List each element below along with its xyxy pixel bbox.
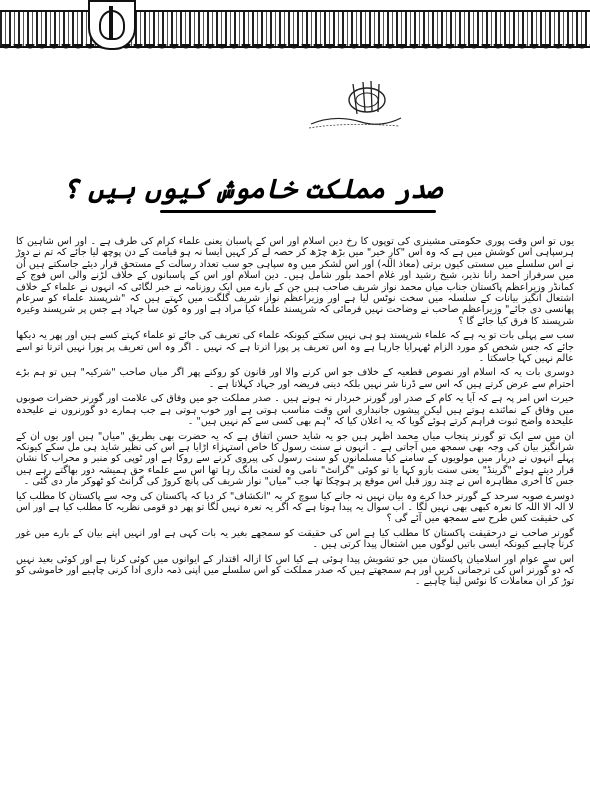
article-body [16,236,574,788]
article-paragraph: ان میں سے ایک تو گورنر پنجاب میاں محمد اظہر ہیں جو یہ شاید حسن اتفاق ہے کہ یہ حضرت بھی بطریق "میاں" ہیں اور یوں ان کے شرانگیز بیان کی وجہ بھی سمجھ میں آجاتی ہے ۔ انہوں نے سنت رسول کا خاص استہزاء اڑایا ہے اس کی نظیر شاید ہی مل سکے کیونکہ پہلے انہوں نے دربار میں مولویوں کے سامنے کیا مسلمانوں کو سنت رسول کی پیروی کرنے سے روکا ہے اور ٹوپی کو منبر و محراب کا نشان قرار دیتے ہوئے "گرینڈ" یعنی سنت بازو کہا یا تو کوئی "گرانٹ" نامی وہ لعنت مانگ رہا تھا اس سے علماء حق ہمیشہ دور بھاگتے رہے ہیں جس کا آخری مظاہرہ اس نے چند روز قبل اس موقع پر ہوچکا تھا جب "میاں" نواز شریف کی پانچ کروڑ کی گرانٹ کو ٹھوکر مار دی گئی ۔ [16,430,574,488]
article-title: صدر مملکت خاموش کیوں ہیں ؟ [62,174,442,205]
article-paragraph: سب سے پہلی بات تو یہ ہے کہ علماء شرپسند ہو ہی نہیں سکتے کیونکہ علماء کی تعریف کی جائے تو علماء کہتے کسے ہیں اور پھر یہ دیکھا جائے کہ جس شخص کو مورد الزام ٹھہرایا جارہا ہے وہ اس تعریف پر پورا اترتا ہے کہ نہیں ۔ اگر وہ اس تعریف پر پورا نہیں اترتا تو اسے عالم نہیں کہا جاسکتا ۔ [16,330,574,365]
article-headline-block [62,172,450,218]
crest-emblem-icon [88,0,136,50]
scalloped-edge [0,44,590,52]
article-paragraph: دوسری بات یہ کہ اسلام اور نصوص قطعیہ کے خلاف جو اس کرنے والا اور قانون کو روکنے پھر اگر میاں صاحب "شرکیہ" ہیں تو ہم بڑے احترام سے عرض کرتے ہیں کہ اس سے ڈرنا شر نہیں بلکہ دینی فریضہ اور جہاد کہلاتا ہے ۔ [16,367,574,390]
article-paragraph: حیرت اس امر پہ ہے کہ آیا یہ کام کے صدر اور گورنر خبردار نہ ہونے ہیں ۔ صدر مملکت جو میں وفاق کی علامت اور گورنر حضرات صوبوں میں وفاق کے نمائندے ہوتے ہیں لیکن پیشوں جانبداری اس وقت مناسب ہوتی ہے اور خوب ہوتی ہے جب ہمارے دو گورنروں نے علیحدہ علیحدہ واضح ثبوت فراہم کرتے ہوئے گویا کہ یہ اعلان کیا کہ "ہم بھی کسی سے کم نہیں ہیں" ۔ [16,393,574,428]
headline-underline [160,210,436,213]
calligraphic-tughra-icon [305,78,405,134]
article-paragraph: دوسرے صوبہ سرحد کے گورنر خدا کرے وہ بیان نہیں نہ جانے کیا سوچ کر یہ "انکشاف" کر دیا کہ پاکستان کی وجہ سے پاکستان کا مطلب کیا لا الہ الا اللہ کا نعرہ کبھی بھی نہیں لگا ۔ اب سوال یہ پیدا ہوتا ہے کہ اگر یہ نعرہ نہیں لگا تو پھر دو قومی نظریہ کا مطلب کیا ہے اور اس کی حقیقت کس طرح سے سمجھ میں آئے گی ؟ [16,490,574,525]
masthead-banner [0,0,590,52]
article-paragraph: اس سے عوام اور اسلامیان پاکستان میں جو تشویش پیدا ہوئی ہے کیا اس کا ازالہ اقتدار کے ایوانوں میں کوئی کرنا ہے اور کوئی بعید نہیں کہ دو گورنر اس کی ترجمانی کریں اور ہم سمجھتے ہیں کہ صدر مملکت کو اس سلسلے میں اپنی ذمہ داری ادا کرنی چاہیے اور خاموشی کو توڑ کر ان معاملات کا نوٹس لینا چاہیے ۔ [16,553,574,588]
article-paragraph: گورنر صاحب نے درحقیقت پاکستان کا مطلب کیا ہے اس کی حقیقت کو سمجھے بغیر یہ بات کہی ہے اور انہیں اپنے بیان کے بارے میں غور کرنا چاہیے کیونکہ ایسی باتیں لوگوں میں اشتعال پیدا کرتی ہیں ۔ [16,527,574,551]
article-paragraph: یوں تو اس وقت پوری حکومتی مشینری کی توپوں کا رخ دین اسلام اور اس کے پاسبان یعنی علماء کرام کی طرف ہے ۔ اور اس شاہین کا ہرسپاہی اس کوشش میں ہے کہ وہ اس "کارِ خیر" میں بڑھ چڑھ کر حصہ لے کر کہیں ایسا نہ ہو قیامت کے دن پوچھ لیا جائے کہ تم نے دوڑ نے اس سلسلے میں سستی کیوں برتی (معاذ اللہ) اور اس لشکر میں وہ سپاہی جو سب تعداد رسالت کے مستحق قرار دیئے جاسکتے ہیں اُن میں سرفراز احمد رانا نذیر، شیخ رشید اور غلام احمد بلور شامل ہیں۔ دین اسلام اور اس کے پاسبانوں کے خلاف لڑنے والی اس فوج کے کمانڈر وزیراعظم پاکستان جناب میاں محمد نواز شریف صاحب ہیں جن کے بارے میں ایک روزنامہ نے خبر لگائی کہ انہوں نے علماء کے خلاف اشتعال انگیز بیانات کے سلسلہ میں سخت نوٹس لیا ہے اور وزیراعظم نواز شریف گلگت میں کہتے ہیں کہ "شرپسند علماء کو سرعام پھانسی دی جائے" وزیراعظم صاحب نے وضاحت نہیں فرمائی کہ شرپسند علماء کیا مراد ہے اور وہ کون سا جہاد ہے جس پر شرپسند وغیرہ شرپسند کا فرق کیا جائے گا ؟ [16,236,574,327]
